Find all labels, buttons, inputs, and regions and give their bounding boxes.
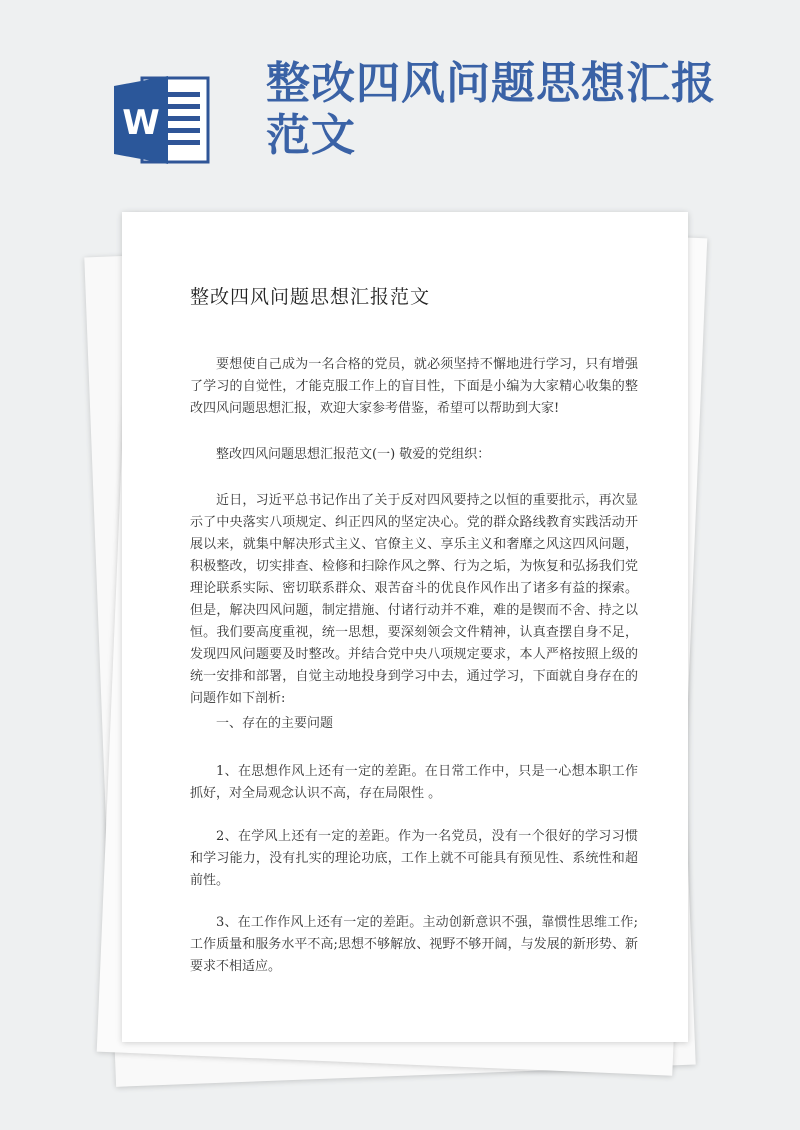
intro-paragraph: 要想使自己成为一名合格的党员，就必须坚持不懈地进行学习，只有增强了学习的自觉性，才能克服工作上的盲目性，下面是小编为大家精心收集的整改四风问题思想汇报，欢迎大家参考借鉴，希望可以帮助到大家! bbox=[190, 357, 638, 416]
body-paragraph: 近日，习近平总书记作出了关于反对四风要持之以恒的重要批示，再次显示了中央落实八项规定、纠正四风的坚定决心。党的群众路线教育实践活动开展以来，就集中解决形式主义、官僚主义、享乐主义和奢靡之风这四风问题，积极整改，切实排查、检修和扫除作风之弊、行为之垢，为恢复和弘扬我们党理论联系实际、密切联系群众、艰苦奋斗的优良作风作出了诸多有益的探索。但是，解决四风问题，制定措施、付诸行动并不难，难的是锲而不舍、持之以恒。我们要高度重视，统一思想，要深刻领会文件精神，认真查摆自身不足，发现四风问题要及时整改。并结合党中央八项规定要求，本人严格按照上级的统一安排和部署，自觉主动地投身到学习中去，通过学习，下面就自身存在的问题作如下剖析: bbox=[190, 493, 638, 706]
problem-item-1: 1、在思想作风上还有一定的差距。在日常工作中，只是一心想本职工作抓好，对全局观念认识不高，存在局限性 。 bbox=[190, 764, 638, 801]
word-document-icon bbox=[112, 72, 212, 168]
section-heading: 整改四风问题思想汇报范文(一) 敬爱的党组织： bbox=[216, 447, 491, 462]
svg-text:W: W bbox=[122, 103, 160, 143]
document-title: 整改四风问题思想汇报范文 bbox=[190, 286, 431, 308]
page-title: 整改四风问题思想汇报范文 bbox=[266, 58, 716, 161]
problem-item-2: 2、在学风上还有一定的差距。作为一名党员，没有一个很好的学习习惯和学习能力，没有扎实的理论功底，工作上就不可能具有预见性、系统性和超前性。 bbox=[190, 829, 638, 888]
problem-item-3: 3、在工作作风上还有一定的差距。主动创新意识不强，靠惯性思维工作;工作质量和服务水平不高;思想不够解放、视野不够开阔，与发展的新形势、新要求不相适应。 bbox=[190, 915, 638, 974]
problems-heading: 一、存在的主要问题 bbox=[216, 716, 334, 731]
